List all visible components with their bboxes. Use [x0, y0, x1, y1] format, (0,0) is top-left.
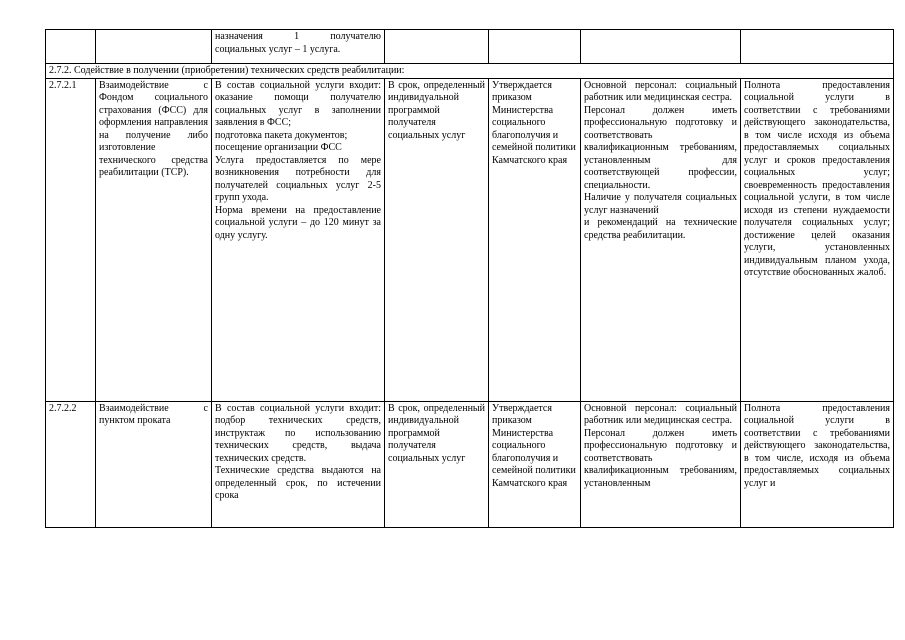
service-content — [212, 401, 385, 527]
text-line: социальных услуг – 1 услуга. — [215, 43, 341, 55]
service-conditions — [581, 401, 741, 527]
cell-approval-empty — [489, 30, 581, 64]
service-term: В срок, определенный индивидуальной программой получателя социальных услуг — [385, 78, 489, 401]
conditions-paragraph: Персонал должен иметь профессиональную подготовку и соответствовать квалификационным требованиям, установленным для соответствующей профессии, специальности. — [584, 104, 737, 191]
service-content — [212, 78, 385, 401]
conditions-paragraph: Персонал должен иметь профессиональную подготовку и соответствовать квалификационным требованиям, установленным — [584, 427, 737, 489]
service-evaluation: Полнота предоставления социальной услуги в соответствии с требованиями действующего законодательства, в том числе, исходя из объема предоставляемых социальных услуг и — [741, 401, 894, 527]
table-row — [46, 401, 894, 527]
service-name: Взаимодействие с пунктом проката — [96, 401, 212, 527]
conditions-paragraph: Наличие у получателя социальных услуг назначений — [584, 192, 737, 216]
cell-evaluation-empty — [741, 30, 894, 64]
content-paragraph: В состав социальной услуги входит: оказание помощи получателю социальных услуг в заполнении заявления в ФСС; — [215, 79, 381, 128]
content-paragraph: Услуга предоставляется по мере возникновения потребности для получателей социальных услуг 2-5 групп ухода. — [215, 154, 381, 203]
text-line: назначения 1 получателю — [215, 31, 381, 42]
service-term: В срок, определенный индивидуальной программой получателя социальных услуг — [385, 401, 489, 527]
service-conditions — [581, 78, 741, 401]
service-approval: Утверждается приказом Министерства социального благополучия и семейной политики Камчатского края — [489, 401, 581, 527]
service-name: Взаимодействие с Фондом социального страхования (ФСС) для оформления направления на получение либо изготовление технического средства реабилитации (ТСР). — [96, 78, 212, 401]
cell-num-empty — [46, 30, 96, 64]
conditions-paragraph: Основной персонал: социальный работник или медицинская сестра. — [584, 402, 737, 426]
content-paragraph: В состав социальной услуги входит: подбор технических средств, инструктаж по использованию технических средств, выдача технических средств. — [215, 402, 381, 464]
cell-term-empty — [385, 30, 489, 64]
cell-content-continued — [212, 30, 385, 64]
content-paragraph: подготовка пакета документов; — [215, 129, 348, 141]
service-approval: Утверждается приказом Министерства социального благополучия и семейной политики Камчатского края — [489, 78, 581, 401]
conditions-paragraph: и рекомендаций на технические средства реабилитации. — [584, 217, 737, 241]
row-number: 2.7.2.1 — [46, 78, 96, 401]
row-number: 2.7.2.2 — [46, 401, 96, 527]
section-heading: 2.7.2. Содействие в получении (приобретении) технических средств реабилитации: — [46, 64, 894, 79]
table-row — [46, 78, 894, 401]
service-evaluation: Полнота предоставления социальной услуги в соответствии с требованиями действующего законодательства, в том числе исходя из объема предоставляемых социальных услуг и сроков предоставления социальных услуг; своевременность предоставления социальной услуги, в том числе исходя из степени нуждаемости получателя социальных услуг; достижение целей оказания услуги, установленных индивидуальным планом ухода, отсутствие обоснованных жалоб. — [741, 78, 894, 401]
conditions-paragraph: Основной персонал: социальный работник или медицинская сестра. — [584, 79, 737, 103]
content-paragraph: Норма времени на предоставление социальной услуги – до 120 минут за одну услугу. — [215, 204, 381, 241]
table-row-continued — [46, 30, 894, 64]
content-paragraph: Технические средства выдаются на определенный срок, по истечении срока — [215, 465, 381, 501]
section-heading-row — [46, 64, 894, 79]
services-table — [45, 29, 894, 528]
content-paragraph: посещение организации ФСС — [215, 142, 342, 153]
cell-conditions-empty — [581, 30, 741, 64]
cell-name-empty — [96, 30, 212, 64]
